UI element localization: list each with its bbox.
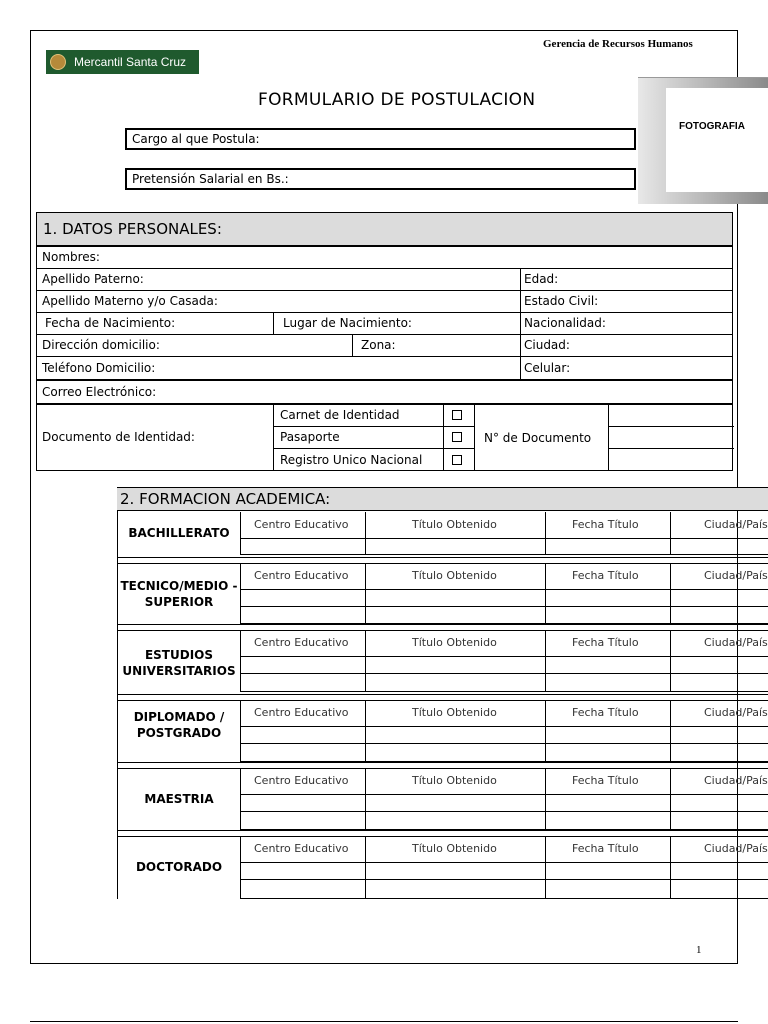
personal-data-section: [36, 212, 733, 471]
photo-area: [666, 88, 768, 192]
column-header: Fecha Título: [572, 774, 639, 787]
footer-line: [30, 1021, 738, 1022]
academic-level-doctorado: DOCTORADO: [135, 860, 223, 874]
divider: [273, 448, 474, 449]
divider: [608, 405, 609, 471]
academic-input-cell[interactable]: [241, 795, 364, 810]
academic-section-title: 2. FORMACION ACADEMICA:: [117, 487, 768, 511]
fecha-nacimiento-label: Fecha de Nacimiento:: [45, 316, 176, 330]
doc-option-run: Registro Unico Nacional: [280, 453, 423, 467]
column-header: Título Obtenido: [412, 569, 497, 582]
divider: [608, 426, 734, 427]
divider: [520, 269, 521, 381]
academic-input-cell[interactable]: [241, 590, 364, 605]
academic-left-border: [117, 511, 118, 899]
pretension-field[interactable]: [125, 168, 636, 190]
divider: [474, 405, 475, 471]
row-apellido-materno[interactable]: [37, 291, 732, 313]
academic-input-cell[interactable]: [366, 744, 544, 760]
column-header: Título Obtenido: [412, 774, 497, 787]
academic-input-cell[interactable]: [671, 539, 767, 553]
divider: [352, 335, 353, 357]
block-divider: [117, 694, 768, 695]
academic-input-cell[interactable]: [546, 539, 669, 553]
divider: [273, 313, 274, 335]
academic-input-cell[interactable]: [546, 607, 669, 622]
row-apellido-paterno[interactable]: [37, 269, 732, 291]
academic-input-cell[interactable]: [546, 674, 669, 690]
nro-documento-label: N° de Documento: [484, 431, 592, 445]
academic-input-cell[interactable]: [671, 744, 767, 760]
academic-input-cell[interactable]: [546, 744, 669, 760]
academic-input-cell[interactable]: [241, 880, 364, 897]
divider: [608, 448, 734, 449]
academic-input-cell[interactable]: [241, 657, 364, 672]
doc-option-ci: Carnet de Identidad: [280, 408, 400, 422]
zona-label: Zona:: [361, 338, 396, 352]
documento-label: Documento de Identidad:: [42, 430, 195, 444]
row-line: [240, 691, 768, 692]
academic-input-cell[interactable]: [546, 812, 669, 828]
column-header: Centro Educativo: [254, 842, 349, 855]
academic-level-universitarios: ESTUDIOS UNIVERSITARIOS: [122, 648, 236, 678]
block-divider: [117, 830, 768, 831]
academic-input-cell[interactable]: [366, 607, 544, 622]
academic-input-cell[interactable]: [671, 674, 767, 690]
academic-input-cell[interactable]: [671, 607, 767, 622]
block-divider: [117, 557, 768, 558]
academic-input-cell[interactable]: [671, 795, 767, 810]
academic-input-cell[interactable]: [366, 674, 544, 690]
academic-input-cell[interactable]: [366, 539, 544, 553]
academic-input-cell[interactable]: [241, 607, 364, 622]
department-title: Gerencia de Recursos Humanos: [543, 38, 693, 50]
column-header: Fecha Título: [572, 518, 639, 531]
academic-input-cell[interactable]: [546, 863, 669, 878]
column-header: Ciudad/País: [704, 569, 768, 582]
academic-level-bachillerato: BACHILLERATO: [128, 526, 230, 540]
checkbox-run[interactable]: [452, 455, 462, 465]
column-header: Centro Educativo: [254, 569, 349, 582]
direccion-label: Dirección domicilio:: [42, 338, 160, 352]
column-header: Centro Educativo: [254, 706, 349, 719]
logo-emblem-icon: [50, 54, 66, 70]
academic-level-tecnico: TECNICO/MEDIO - SUPERIOR: [120, 579, 238, 609]
column-header: Ciudad/País: [704, 636, 768, 649]
block-divider: [117, 624, 768, 625]
row-line: [240, 554, 768, 555]
block-divider: [117, 762, 768, 763]
column-header: Centro Educativo: [254, 518, 349, 531]
academic-input-cell[interactable]: [366, 880, 544, 897]
academic-input-cell[interactable]: [366, 657, 544, 672]
telefono-label: Teléfono Domicilio:: [42, 361, 156, 375]
column-header: Título Obtenido: [412, 636, 497, 649]
academic-input-cell[interactable]: [671, 727, 767, 742]
row-nombres[interactable]: [37, 247, 732, 269]
column-header: Título Obtenido: [412, 706, 497, 719]
academic-input-cell[interactable]: [671, 657, 767, 672]
academic-input-cell[interactable]: [671, 590, 767, 605]
academic-input-cell[interactable]: [546, 795, 669, 810]
academic-input-cell[interactable]: [241, 812, 364, 828]
row-telefono[interactable]: [37, 357, 732, 381]
apellido-paterno-label: Apellido Paterno:: [42, 272, 144, 286]
column-header: Centro Educativo: [254, 774, 349, 787]
column-header: Fecha Título: [572, 636, 639, 649]
academic-input-cell[interactable]: [546, 590, 669, 605]
column-header: Ciudad/País: [704, 706, 768, 719]
company-logo: [46, 50, 199, 74]
checkbox-ci[interactable]: [452, 410, 462, 420]
nombres-label: Nombres:: [42, 250, 100, 264]
academic-input-cell[interactable]: [241, 674, 364, 690]
row-line: [240, 898, 768, 899]
row-correo[interactable]: [37, 381, 732, 405]
academic-input-cell[interactable]: [366, 727, 544, 742]
photo-label: FOTOGRAFIA: [679, 121, 745, 132]
lugar-nacimiento-label: Lugar de Nacimiento:: [283, 316, 412, 330]
column-header: Fecha Título: [572, 706, 639, 719]
academic-input-cell[interactable]: [241, 744, 364, 760]
academic-input-cell[interactable]: [671, 880, 767, 897]
academic-input-cell[interactable]: [366, 590, 544, 605]
column-header: Fecha Título: [572, 569, 639, 582]
correo-label: Correo Electrónico:: [42, 385, 157, 399]
personal-section-title: 1. DATOS PERSONALES:: [37, 213, 732, 247]
estado-civil-label: Estado Civil:: [524, 294, 599, 308]
column-header: Ciudad/País: [704, 842, 768, 855]
cargo-field[interactable]: [125, 128, 636, 150]
column-header: Ciudad/País: [704, 518, 768, 531]
cargo-label: Cargo al que Postula:: [132, 132, 260, 146]
column-header: Ciudad/País: [704, 774, 768, 787]
row-fecha-nacimiento[interactable]: [37, 313, 732, 335]
column-header: Título Obtenido: [412, 842, 497, 855]
photo-box: [638, 77, 768, 204]
pretension-label: Pretensión Salarial en Bs.:: [132, 172, 289, 186]
column-header: Centro Educativo: [254, 636, 349, 649]
doc-option-pasaporte: Pasaporte: [280, 430, 340, 444]
divider: [273, 426, 474, 427]
ciudad-label: Ciudad:: [524, 338, 570, 352]
academic-input-cell[interactable]: [671, 812, 767, 828]
academic-level-maestria: MAESTRIA: [144, 792, 214, 806]
apellido-materno-label: Apellido Materno y/o Casada:: [42, 294, 218, 308]
page-number: 1: [696, 944, 702, 956]
academic-input-cell[interactable]: [546, 727, 669, 742]
academic-input-cell[interactable]: [671, 863, 767, 878]
form-title: FORMULARIO DE POSTULACION: [258, 90, 536, 110]
celular-label: Celular:: [524, 361, 571, 375]
logo-text: Mercantil Santa Cruz: [74, 55, 187, 69]
nacionalidad-label: Nacionalidad:: [524, 316, 606, 330]
academic-input-cell[interactable]: [546, 880, 669, 897]
column-header: Título Obtenido: [412, 518, 497, 531]
academic-level-diplomado: DIPLOMADO / POSTGRADO: [133, 710, 225, 740]
divider: [443, 405, 444, 471]
edad-label: Edad:: [524, 272, 559, 286]
academic-input-cell[interactable]: [366, 795, 544, 810]
academic-input-cell[interactable]: [241, 727, 364, 742]
column-header: Fecha Título: [572, 842, 639, 855]
academic-input-cell[interactable]: [241, 539, 364, 553]
academic-input-cell[interactable]: [366, 812, 544, 828]
row-direccion[interactable]: [37, 335, 732, 357]
divider: [273, 405, 274, 471]
academic-input-cell[interactable]: [241, 863, 364, 878]
checkbox-pasaporte[interactable]: [452, 432, 462, 442]
academic-input-cell[interactable]: [546, 657, 669, 672]
academic-input-cell[interactable]: [366, 863, 544, 878]
